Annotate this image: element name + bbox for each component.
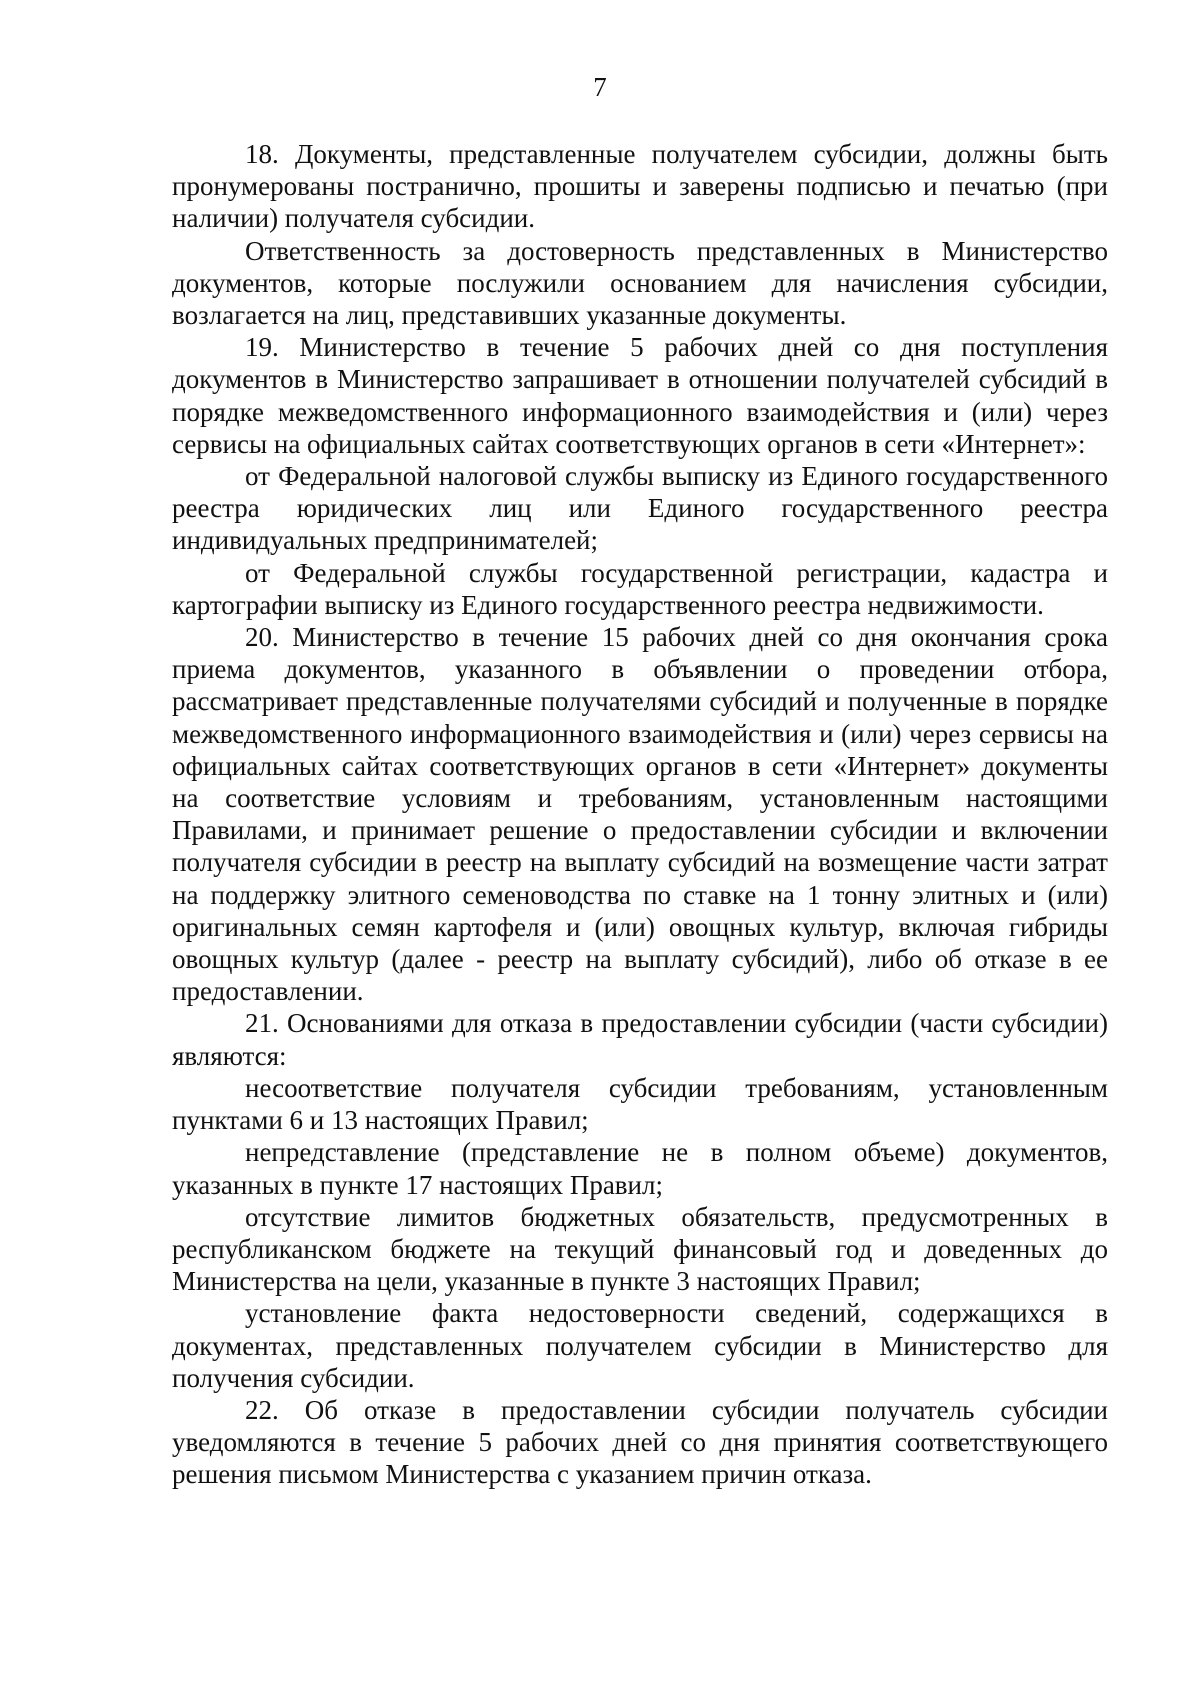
document-body [172,138,1108,1491]
paragraph-21: 21. Основаниями для отказа в предоставлении субсидии (части субсидии) являются: [172,1008,1108,1071]
page-number: 7 [593,72,607,102]
paragraph-22: 22. Об отказе в предоставлении субсидии получатель субсидии уведомляются в течение 5 рабочих дней со дня принятия соответствующего решения письмом Министерства с указанием причин отказа. [172,1394,1108,1490]
paragraph-tax-service: от Федеральной налоговой службы выписку из Единого государственного реестра юридических лиц или Единого государственного реестра индивидуальных предпринимателей; [172,461,1108,556]
paragraph-registration-service: от Федеральной службы государственной регистрации, кадастра и картографии выписку из Единого государственного реестра недвижимости. [172,557,1108,620]
paragraph-refusal-false-info: установление факта недостоверности сведений, содержащихся в документах, представленных получателем субсидии в Министерство для получения субсидии. [172,1298,1108,1393]
paragraph-19: 19. Министерство в течение 5 рабочих дней со дня поступления документов в Министерство запрашивает в отношении получателей субсидий в порядке межведомственного информационного взаимодействия и (или) через сервисы на официальных сайтах соответствующих органов в сети «Интернет»: [172,332,1108,459]
paragraph-refusal-limits: отсутствие лимитов бюджетных обязательств, предусмотренных в республиканском бюджете на текущий финансовый год и доведенных до Министерства на цели, указанные в пункте 3 настоящих Правил; [172,1201,1108,1297]
paragraph-20: 20. Министерство в течение 15 рабочих дней со дня окончания срока приема документов, указанного в объявлении о проведении отбора, рассматривает представленные получателями субсидий и полученные в порядке межведомственного информационного взаимодействия и (или) через сервисы на официальных сайтах соответствующих органов в сети «Интернет» документы на соответствие условиям и требованиям, установленным настоящими Правилами, и принимает решение о предоставлении субсидии и включении получателя субсидии в реестр на выплату субсидий на возмещение части затрат на поддержку элитного семеноводства по ставке на 1 тонну элитных и (или) оригинальных семян картофеля и (или) овощных культур, включая гибриды овощных культур (далее - реестр на выплату субсидий), либо об отказе в ее предоставлении. [172,622,1108,1007]
paragraph-18: 18. Документы, представленные получателем субсидии, должны быть пронумерованы постранично, прошиты и заверены подписью и печатью (при наличии) получателя субсидии. [172,139,1108,234]
paragraph-responsibility: Ответственность за достоверность представленных в Министерство документов, которые послужили основанием для начисления субсидии, возлагается на лиц, представивших указанные документы. [172,235,1108,331]
paragraph-refusal-documents: непредставление (представление не в полном объеме) документов, указанных в пункте 17 настоящих Правил; [172,1137,1108,1200]
paragraph-refusal-requirements: несоответствие получателя субсидии требованиям, установленным пунктами 6 и 13 настоящих Правил; [172,1072,1108,1136]
